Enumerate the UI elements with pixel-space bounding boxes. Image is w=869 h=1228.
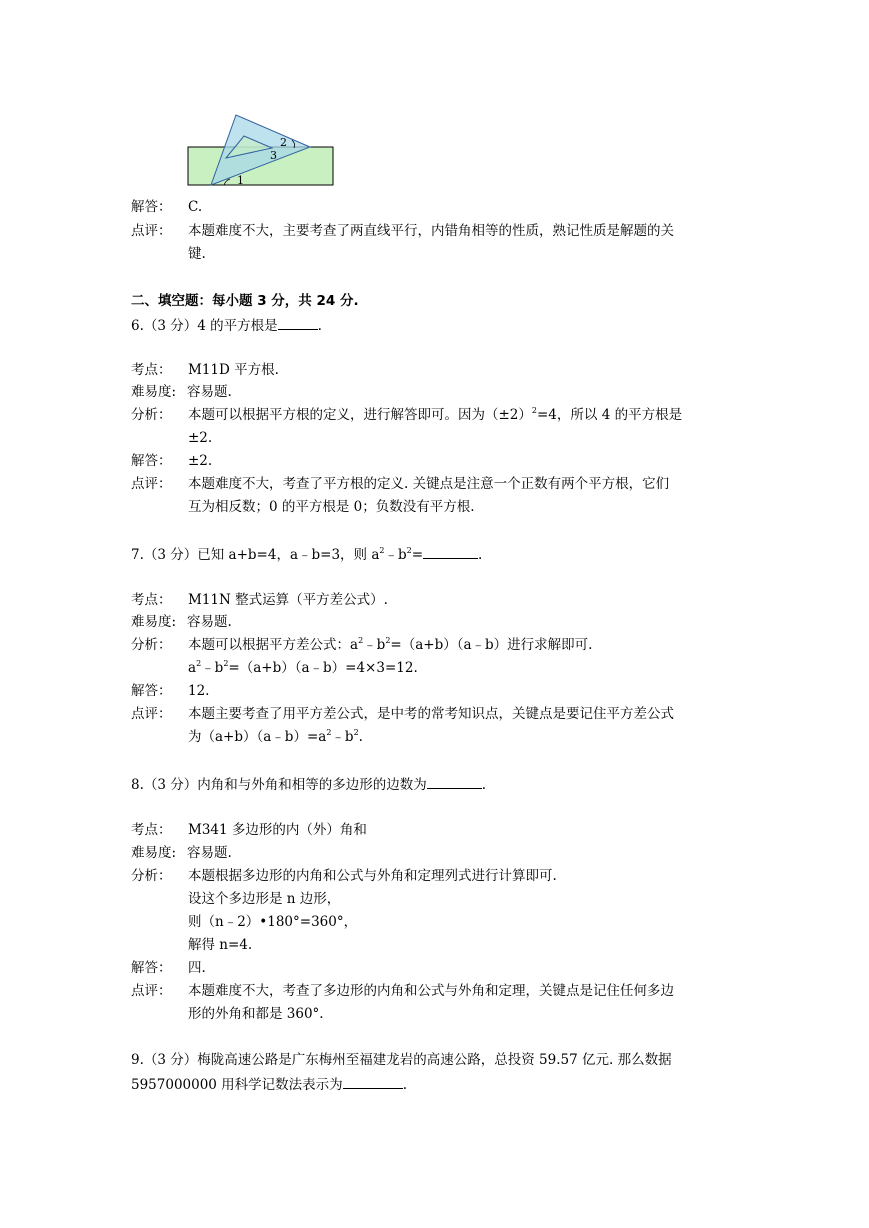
q7-analysis-2a: a [188, 660, 197, 676]
q8-difficulty: 容易题. [187, 845, 232, 861]
q6-prefix: 6.（3 分）4 的平方根是 [131, 318, 278, 334]
q8-answer: 四. [188, 960, 206, 976]
q9-line2 [131, 1073, 407, 1095]
q6-point: M11D 平方根. [188, 362, 279, 378]
q7-analysis-1a: 本题可以根据平方差公式：a [188, 637, 359, 653]
q7-analysis-2s1: 2 [196, 659, 202, 668]
q8-analysis-line1: 本题根据多边形的内角和公式与外角和定理列式进行计算即可. [188, 868, 557, 884]
q6-question [131, 314, 322, 336]
q8-analysis-line2: 设这个多边形是 n 边形， [188, 891, 341, 907]
q7-analysis-2b: ﹣b [201, 660, 224, 676]
q7-review-2s2: 2 [353, 728, 359, 737]
angle-label-2: 2 [280, 136, 287, 149]
q7-analysis-label: 分析： [131, 637, 172, 653]
q7-analysis-1s2: 2 [385, 636, 391, 645]
q7-suffix: . [478, 547, 483, 563]
q6-analysis-label: 分析： [131, 407, 172, 423]
q6-review-line1: 本题难度不大，考查了平方根的定义. 关键点是注意一个正数有两个平方根，它们 [188, 476, 670, 492]
q7-point: M11N 整式运算（平方差公式）. [188, 592, 388, 608]
q5-review-label: 点评： [131, 223, 172, 239]
q8-answer-label: 解答： [131, 960, 172, 976]
q6-review-label: 点评： [131, 476, 172, 492]
section-title: 二、填空题：每小题 3 分，共 24 分. [131, 293, 359, 309]
q6-answer: ±2. [188, 453, 213, 469]
q6-analysis-1b: =4，所以 4 的平方根是 [537, 407, 683, 423]
q8-prefix: 8.（3 分）内角和与外角和相等的多边形的边数为 [131, 777, 427, 793]
q6-analysis-line1 [188, 405, 682, 425]
q7-sup1: 2 [379, 546, 385, 555]
angle-label-1: 1 [237, 174, 244, 187]
q7-review-label: 点评： [131, 706, 172, 722]
q6-point-label: 考点： [131, 362, 172, 378]
q6-analysis-line2: ±2. [188, 430, 213, 446]
angle-label-3: 3 [270, 149, 277, 162]
q6-analysis-1a: 本题可以根据平方根的定义，进行解答即可。因为（±2） [188, 407, 532, 423]
q8-review-line2: 形的外角和都是 360°. [188, 1006, 324, 1022]
q8-review-line1: 本题难度不大，考查了多边形的内角和公式与外角和定理，关键点是记住任何多边 [188, 983, 674, 999]
q5-review-line1: 本题难度不大，主要考查了两直线平行，内错角相等的性质，熟记性质是解题的关 [188, 223, 674, 239]
q7-analysis-1b: ﹣b [363, 637, 386, 653]
q6-answer-label: 解答： [131, 453, 172, 469]
q7-review-2s1: 2 [326, 728, 332, 737]
q9-blank [343, 1073, 403, 1089]
q7-question [131, 543, 482, 565]
q6-analysis-sup: 2 [531, 406, 537, 415]
q6-difficulty: 容易题. [187, 384, 232, 400]
q7-blank [423, 543, 478, 559]
q7-sup2: 2 [406, 546, 412, 555]
q8-blank [427, 773, 482, 789]
q6-difficulty-label: 难易度: [131, 384, 177, 400]
q7-analysis-1s1: 2 [358, 636, 364, 645]
q7-difficulty: 容易题. [187, 614, 232, 630]
q7-point-label: 考点： [131, 592, 172, 608]
q7-difficulty-label: 难易度: [131, 614, 177, 630]
q6-blank [278, 314, 318, 330]
q6-suffix: . [317, 318, 322, 334]
q8-analysis-label: 分析： [131, 868, 172, 884]
q9-line1: 9.（3 分）梅陇高速公路是广东梅州至福建龙岩的高速公路，总投资 59.57 亿元. 那么数据 [131, 1052, 672, 1068]
q7-mid: ﹣b [384, 547, 407, 563]
q5-answer: C. [188, 199, 203, 215]
q8-point-label: 考点： [131, 822, 172, 838]
q7-analysis-line2 [188, 658, 418, 678]
q7-review-line1: 本题主要考查了用平方差公式，是中考的常考知识点，关键点是要记住平方差公式 [188, 706, 674, 722]
q8-difficulty-label: 难易度: [131, 845, 177, 861]
q8-suffix: . [481, 777, 487, 793]
q7-review-2a: 为（a+b）（a﹣b）=a [188, 729, 327, 745]
q7-analysis-line1 [188, 635, 592, 655]
q7-prefix: 7.（3 分）已知 a+b=4，a﹣b=3，则 a [131, 547, 380, 563]
q8-analysis-line3: 则（n﹣2）•180°=360°， [188, 914, 358, 930]
q7-analysis-2s2: 2 [223, 659, 229, 668]
q5-review-line2: 键. [188, 246, 206, 262]
q7-analysis-2c: =（a+b）（a﹣b）=4×3=12. [228, 660, 418, 676]
q7-review-2c: . [358, 729, 363, 745]
q8-question [131, 773, 486, 795]
q7-eq: = [411, 547, 424, 563]
q9-prefix: 5957000000 用科学记数法表示为 [131, 1077, 343, 1093]
q8-review-label: 点评： [131, 983, 172, 999]
q7-answer-label: 解答： [131, 683, 172, 699]
geometry-figure [184, 110, 339, 190]
q7-review-line2 [188, 727, 363, 747]
q7-answer: 12. [188, 683, 210, 699]
q8-point: M341 多边形的内（外）角和 [188, 822, 367, 838]
q7-analysis-1c: =（a+b）（a﹣b）进行求解即可. [390, 637, 593, 653]
q5-answer-label: 解答： [131, 199, 172, 215]
q9-suffix: . [402, 1077, 407, 1093]
q6-review-line2: 互为相反数；0 的平方根是 0；负数没有平方根. [188, 499, 475, 515]
q7-review-2b: ﹣b [331, 729, 354, 745]
q8-analysis-line4: 解得 n=4. [188, 937, 253, 953]
